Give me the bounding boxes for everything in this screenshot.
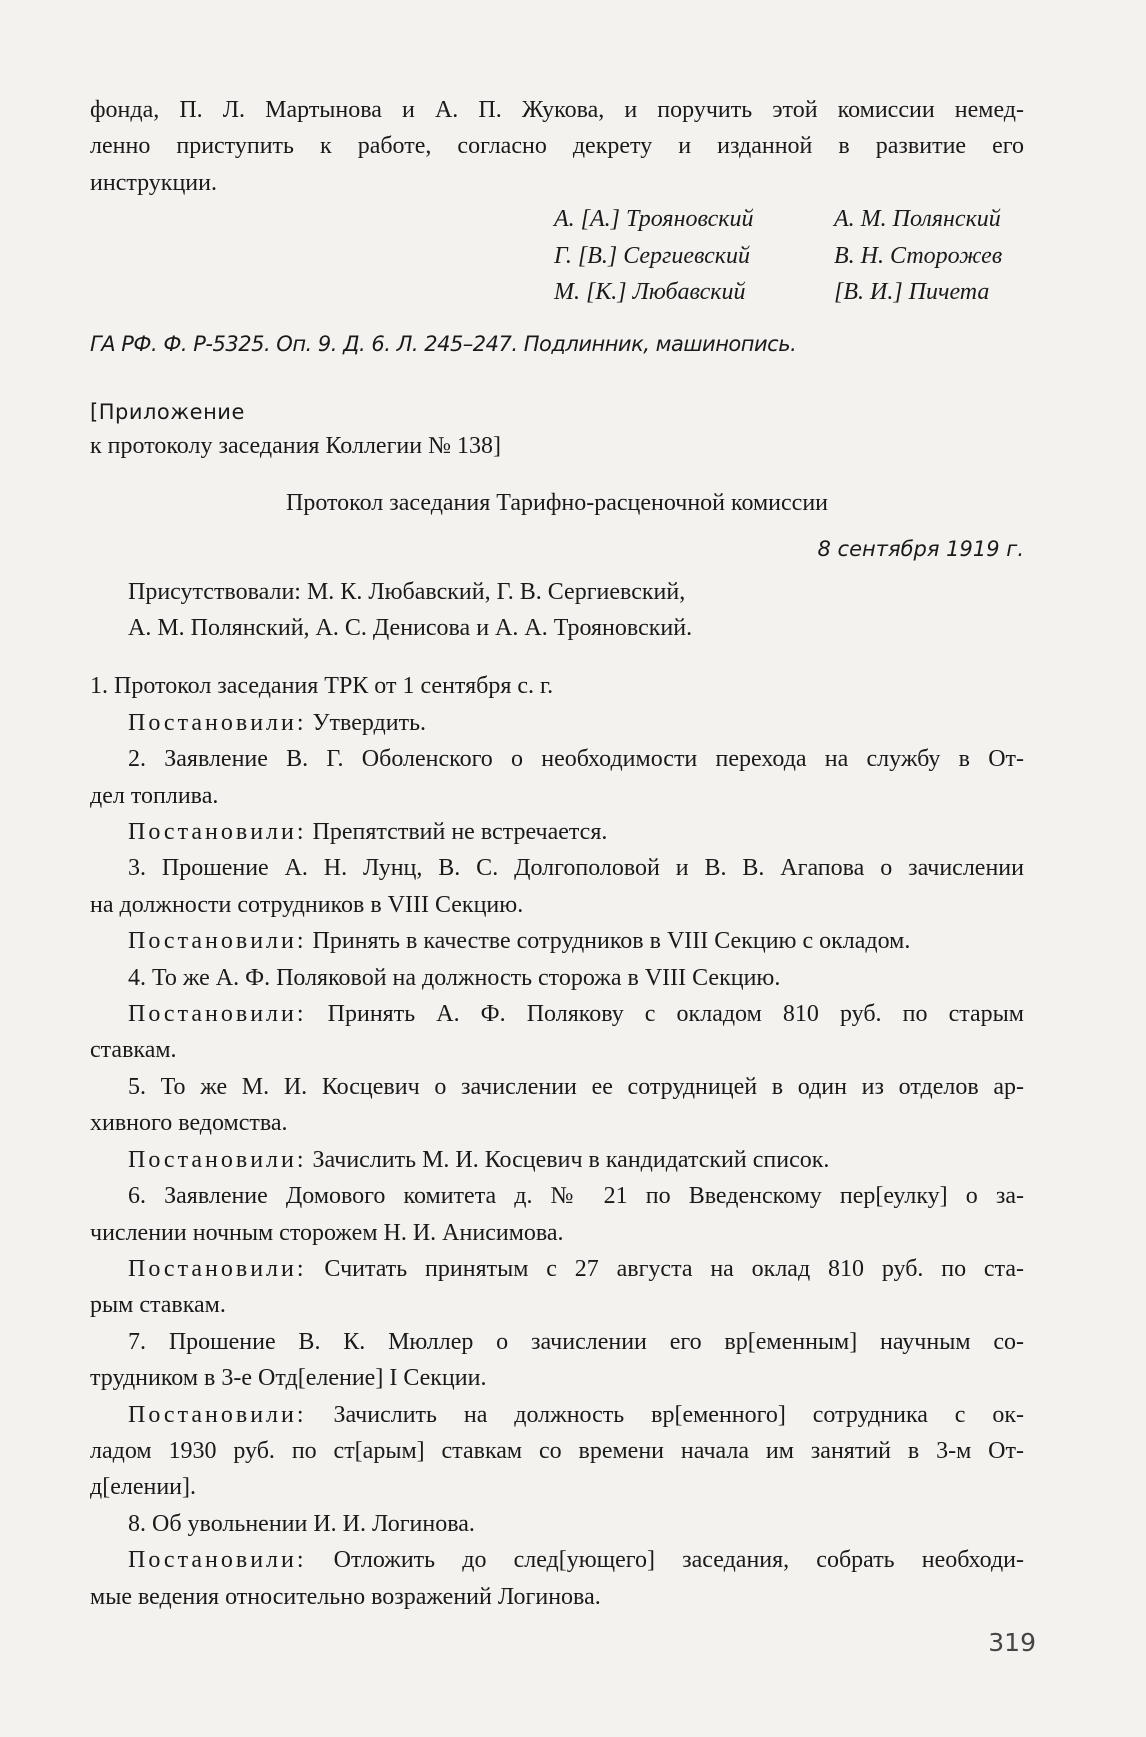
decision-line: ставкам.	[90, 1037, 177, 1064]
resolved-label: Постановили:	[128, 1255, 307, 1282]
signature-right: [В. И.] Пичета	[834, 279, 990, 305]
signature-left: А. [А.] Трояновский	[554, 206, 754, 233]
opening-line: инструкции.	[90, 169, 217, 196]
item-text-line: 6. Заявление Домового комитета д. № 21 по Введенскому пер[еулку] о за-	[128, 1183, 1024, 1210]
decision-line	[90, 1542, 1024, 1578]
appendix-label: [Приложение	[90, 399, 245, 424]
agenda-item	[90, 1506, 1024, 1615]
signature-right: В. Н. Сторожев	[834, 242, 1003, 269]
agenda-item	[90, 1069, 1024, 1178]
decision-text: Зачислить М. И. Косцевич в кандидатский список.	[312, 1146, 830, 1173]
decision-text: Отложить до след[ующего] заседания, собрать необходи-	[333, 1547, 1024, 1574]
signatures-block	[90, 201, 1024, 310]
decision-line	[90, 923, 1024, 959]
appendix-header	[90, 395, 1024, 463]
item-text-line: числении ночным сторожем Н. И. Анисимова.	[90, 1219, 564, 1246]
signature-left: Г. [В.] Сергиевский	[554, 242, 751, 269]
decision-line: мые ведения относительно возражений Логинова.	[90, 1583, 601, 1610]
resolved-label: Постановили:	[128, 1547, 307, 1574]
resolved-label: Постановили:	[128, 1146, 307, 1173]
item-text-line: хивного ведомства.	[90, 1110, 288, 1137]
agenda-item	[90, 1324, 1024, 1506]
resolved-label: Постановили:	[128, 819, 307, 846]
opening-line: ленно приступить к работе, согласно декрету и изданной в развитие его	[90, 133, 1024, 160]
agenda-item	[90, 850, 1024, 959]
decision-line	[90, 1142, 1024, 1178]
decision-line	[90, 705, 1024, 741]
decision-line: д[елении].	[90, 1474, 197, 1501]
item-text-line: 1. Протокол заседания ТРК от 1 сентября с. г.	[90, 673, 554, 700]
signature-row	[90, 201, 1024, 237]
decision-text: Зачислить на должность вр[еменного] сотрудника с ок-	[333, 1401, 1025, 1428]
decision-line: ладом 1930 руб. по ст[арым] ставкам со времени начала им занятий в 3-м От-	[90, 1437, 1024, 1464]
item-text-line: 4. То же А. Ф. Поляковой на должность сторожа в VIII Секцию.	[128, 964, 781, 991]
decision-text: Считать принятым с 27 августа на оклад 810 руб. по ста-	[324, 1255, 1024, 1282]
agenda-item	[90, 668, 1024, 741]
attendees-line: Присутствовали: М. К. Любавский, Г. В. Сергиевский,	[128, 578, 686, 605]
signature-row	[90, 238, 1024, 274]
item-text-line: на должности сотрудников в VIII Секцию.	[90, 891, 524, 918]
decision-line	[90, 814, 1024, 850]
decision-line	[90, 996, 1024, 1032]
appendix-sub: к протоколу заседания Коллегии № 138]	[90, 432, 501, 459]
attendees-line: А. М. Полянский, А. С. Денисова и А. А. Трояновский.	[128, 615, 693, 642]
decision-text: Принять в качестве сотрудников в VIII Секцию с окладом.	[312, 928, 911, 955]
item-text-line: 8. Об увольнении И. И. Логинова.	[128, 1510, 475, 1537]
item-text-line: 2. Заявление В. Г. Оболенского о необходимости перехода на службу в От-	[128, 746, 1024, 773]
signature-right: А. М. Полянский	[834, 206, 1001, 233]
opening-line: фонда, П. Л. Мартынова и А. П. Жукова, и поручить этой комиссии немед-	[90, 97, 1024, 123]
resolved-label: Постановили:	[128, 709, 307, 736]
archive-source: ГА РФ. Ф. Р-5325. Оп. 9. Д. 6. Л. 245–247. Подлинник, машинопись.	[90, 332, 797, 357]
protocol-title: Протокол заседания Тарифно-расценочной комиссии	[285, 489, 829, 516]
attendees	[90, 574, 1024, 647]
resolved-label: Постановили:	[128, 1401, 307, 1428]
agenda-items	[90, 668, 1024, 1615]
decision-text: Препятствий не встречается.	[312, 819, 608, 846]
item-text-line: 3. Прошение А. Н. Лунц, В. С. Долгополовой и В. В. Агапова о зачислении	[128, 855, 1024, 882]
protocol-date: 8 сентября 1919 г.	[817, 537, 1024, 562]
agenda-item	[90, 741, 1024, 850]
decision-line	[90, 1397, 1024, 1433]
decision-text: Принять А. Ф. Полякову с окладом 810 руб. по старым	[327, 1001, 1024, 1028]
item-text-line: 7. Прошение В. К. Мюллер о зачислении его вр[еменным] научным со-	[128, 1328, 1024, 1355]
item-text-line: 5. То же М. И. Косцевич о зачислении ее сотрудницей в один из отделов ар-	[128, 1073, 1024, 1100]
resolved-label: Постановили:	[128, 1001, 307, 1028]
decision-line	[90, 1251, 1024, 1287]
signature-left: М. [К.] Любавский	[554, 279, 746, 305]
resolved-label: Постановили:	[128, 928, 307, 955]
item-text-line: трудником в 3-е Отд[еление] I Секции.	[90, 1365, 487, 1392]
page-number: 319	[988, 1628, 1036, 1657]
decision-line: рым ставкам.	[90, 1292, 226, 1319]
page-body	[90, 92, 1024, 1615]
agenda-item	[90, 960, 1024, 1069]
item-text-line: дел топлива.	[90, 782, 219, 809]
opening-paragraph	[90, 92, 1024, 201]
agenda-item	[90, 1178, 1024, 1324]
signature-row	[90, 274, 1024, 310]
decision-text: Утвердить.	[312, 709, 427, 736]
